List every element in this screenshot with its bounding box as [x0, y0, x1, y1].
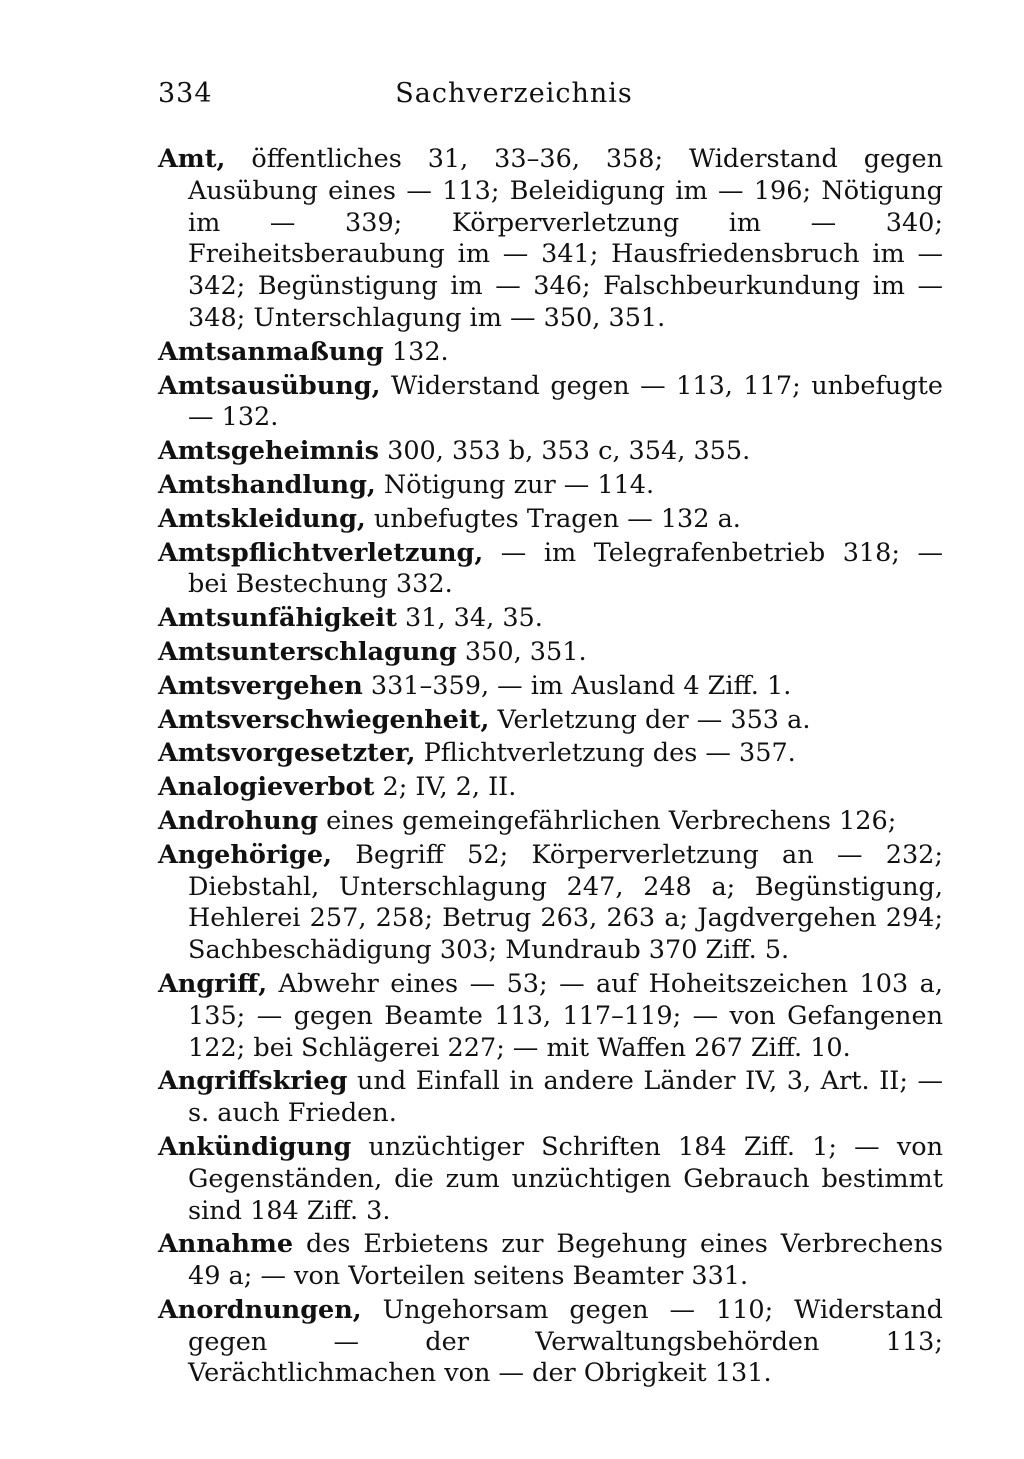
entry-references: öffentliches 31, 33–36, 358; Widerstand gegen Ausübung eines — 113; Beleidigung im — 196; Nötigung im — 339; Körperverletzung im — 340; Freiheitsberaubung im — 341; Hausfriedensbruch im — 342; Begünstigung im — 346; Falschbeurkundung im — 348; Unterschlagung im — 350, 351.	[188, 144, 943, 333]
entry-term: Amtsgeheimnis	[158, 436, 379, 467]
index-entry	[158, 1066, 943, 1130]
index-entry	[158, 1229, 943, 1293]
entry-references: 2; IV, 2, II.	[374, 772, 517, 803]
entry-references: Verletzung der — 353 a.	[489, 704, 811, 735]
page-header	[158, 78, 870, 118]
entry-term: Amtsanmaßung	[158, 336, 384, 367]
entry-term: Angriffskrieg	[158, 1066, 348, 1097]
index-entry	[158, 337, 943, 369]
entry-term: Amtsunterschlagung	[158, 636, 457, 667]
entry-references: 31, 34, 35.	[396, 603, 543, 634]
entry-term: Ankündigung	[158, 1131, 352, 1162]
entry-term: Amtshandlung,	[158, 469, 376, 500]
entry-term: Angehörige,	[158, 839, 332, 870]
index-entry	[158, 671, 943, 703]
entry-term: Amtsverschwiegenheit,	[158, 704, 490, 735]
entry-references: des Erbietens zur Begehung eines Verbrechens 49 a; — von Vorteilen seitens Beamter 331.	[188, 1229, 943, 1292]
entry-references: Widerstand gegen — 113, 117; unbefugte — 132.	[188, 370, 943, 433]
page-number: 334	[158, 78, 213, 109]
entry-term: Anordnungen,	[158, 1294, 362, 1325]
index-entry	[158, 1132, 943, 1227]
entry-term: Amtsausübung,	[158, 370, 381, 401]
entry-term: Amtskleidung,	[158, 503, 366, 534]
index-entry	[158, 470, 943, 502]
index-entry	[158, 1295, 943, 1390]
index-entry	[158, 538, 943, 602]
entry-term: Amtsunfähigkeit	[158, 603, 397, 634]
entry-term: Androhung	[158, 805, 319, 836]
entry-references: unbefugtes Tragen — 132 a.	[365, 503, 741, 534]
entry-term: Annahme	[158, 1229, 294, 1260]
entry-term: Amtsvergehen	[158, 670, 363, 701]
index-entry	[158, 969, 943, 1064]
entry-references: Nötigung zur — 114.	[375, 469, 655, 500]
index-entry	[158, 738, 943, 770]
running-head: Sachverzeichnis	[395, 78, 633, 109]
index-entry	[158, 144, 943, 335]
index-entry	[158, 371, 943, 435]
index-entry	[158, 840, 943, 967]
index-entry	[158, 436, 943, 468]
entry-references: unzüchtiger Schriften 184 Ziff. 1; — von Gegenständen, die zum unzüchtigen Gebrauch bestimmt sind 184 Ziff. 3.	[188, 1131, 943, 1226]
index-entry	[158, 772, 943, 804]
index-entry	[158, 637, 943, 669]
index-entries	[158, 144, 943, 1390]
entry-term: Amtsvorgesetzter,	[158, 738, 416, 769]
entry-references: 132.	[383, 336, 449, 367]
index-entry	[158, 504, 943, 536]
entry-term: Amt,	[158, 144, 226, 174]
entry-references: Pflichtverletzung des — 357.	[415, 738, 796, 769]
entry-references: — im Telegrafenbetrieb 318; — bei Bestechung 332.	[188, 537, 943, 600]
entry-references: Abwehr eines — 53; — auf Hoheitszeichen 103 a, 135; — gegen Beamte 113, 117–119; — von Gefangenen 122; bei Schlägerei 227; — mit Waffen 267 Ziff. 10.	[188, 968, 943, 1063]
entry-references: Ungehorsam gegen — 110; Widerstand gegen — der Verwaltungsbehörden 113; Verächtlichmachen von — der Obrigkeit 131.	[188, 1294, 943, 1389]
index-entry	[158, 603, 943, 635]
entry-term: Angriff,	[158, 968, 268, 999]
entry-references: 331–359, — im Ausland 4 Ziff. 1.	[362, 670, 792, 701]
entry-references: 350, 351.	[456, 636, 587, 667]
entry-term: Amtspflichtverletzung,	[158, 537, 484, 568]
entry-references: eines gemeingefährlichen Verbrechens 126;	[318, 805, 897, 836]
index-entry	[158, 806, 943, 838]
entry-references: 300, 353 b, 353 c, 354, 355.	[378, 436, 751, 467]
entry-references: Begriff 52; Körperverletzung an — 232; Diebstahl, Unterschlagung 247, 248 a; Begünstigung, Hehlerei 257, 258; Betrug 263, 263 a; Jagdvergehen 294; Sachbeschädigung 303; Mundraub 370 Ziff. 5.	[188, 839, 943, 966]
entry-term: Analogieverbot	[158, 772, 375, 803]
index-entry	[158, 705, 943, 737]
entry-references: und Einfall in andere Länder IV, 3, Art. II; — s. auch Frieden.	[188, 1066, 943, 1129]
